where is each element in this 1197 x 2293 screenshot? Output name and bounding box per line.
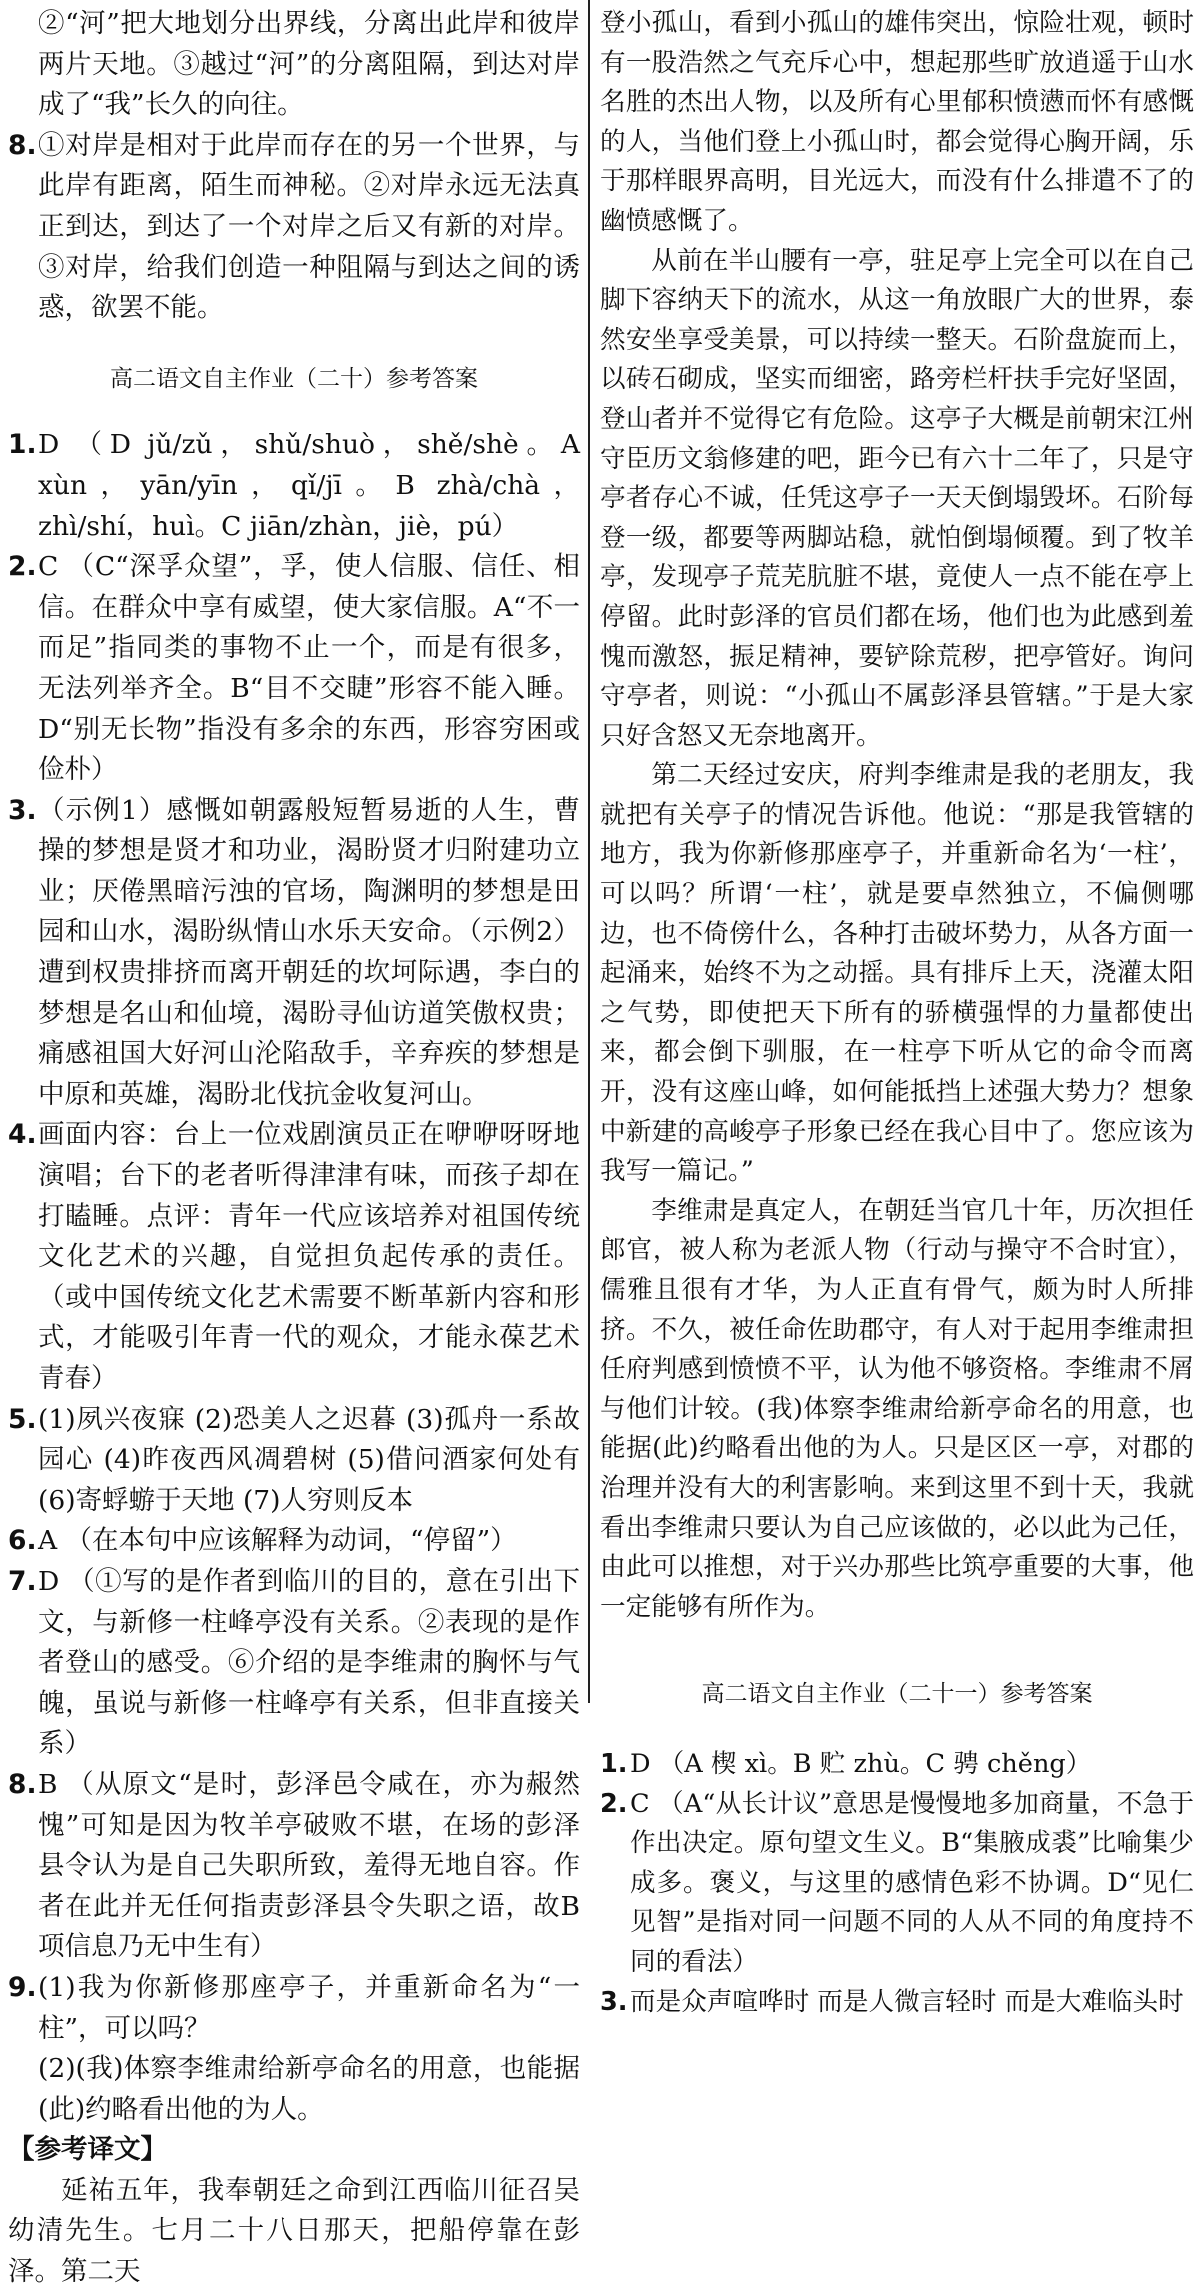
answer-item [8, 425, 580, 547]
left-column [8, 4, 580, 2293]
item-number: 1. [600, 1748, 628, 1779]
translation-paragraph: 登小孤山，看到小孤山的雄伟突出，惊险壮观，顿时有一股浩然之气充斥心中，想起那些旷放逍遥于山水名胜的杰出人物，以及所有心里郁积愤懑而怀有感慨的人，当他们登上小孤山时，都会觉得心胸开阔，乐于那样眼界高明，目光远大，而没有什么排遣不了的幽愤感慨了。 [600, 8, 1194, 236]
continued-answer: ②“河”把大地划分出界线，分离出此岸和彼岸两片天地。③越过“河”的分离阻隔，到达对岸成了“我”长久的向往。 [38, 8, 580, 121]
answer-item [8, 1400, 580, 1522]
item-number: 8. [8, 1768, 37, 1800]
item-text: (1)我为你新修那座亭子，并重新命名为“一柱”，可以吗？ [38, 1971, 580, 2044]
item-number: 6. [8, 1525, 37, 1557]
item-number: 2. [8, 551, 37, 583]
reference-translation-title: 【参考译文】 [8, 2134, 167, 2166]
item-text: (1)夙兴夜寐 (2)恐美人之迟暮 (3)孤舟一系故园心 (4)昨夜西风凋碧树 (5)借问酒家何处有 (6)寄蜉蝣于天地 (7)人穷则反本 [38, 1403, 580, 1516]
translation-paragraph: 李维肃是真定人，在朝廷当官几十年，历次担任郎官，被人称为老派人物（行动与操守不合时宜），儒雅且很有才华，为人正直有骨气，颇为时人所排挤。不久，被任命佐助郡守，有人对于起用李维肃担任府判感到愤愤不平，认为他不够资格。李维肃不屑与他们计较。(我)体察李维肃给新亭命名的用意，也能据(此)约略看出他的为人。只是区区一亭，对郡的治理并没有大的利害影响。来到这里不到十天，我就看出李维肃只要认为自己应该做的，必以此为己任，由此可以推想，对于兴办那些比筑亭重要的大事，他一定能够有所作为。 [600, 1195, 1194, 1622]
answer-item [600, 1983, 1194, 2023]
answer-item-9-part-2: (2)(我)体察李维肃给新亭命名的用意，也能据(此)约略看出他的为人。 [38, 2053, 580, 2125]
reference-translation-paragraph: 延祐五年，我奉朝廷之命到江西临川征召吴幼清先生。七月二十八日那天，把船停靠在彭泽。第二天 [8, 2174, 580, 2288]
item-number: 2. [600, 1788, 628, 1819]
item-text: C （C“深孚众望”，孚，使人信服、信任、相信。在群众中享有威望，使大家信服。A“不一而足”指同类的事物不止一个，而是有很多，无法列举齐全。B“目不交睫”形容不能入睡。D“别无长物”指没有多余的东西，形容穷困或俭朴） [38, 551, 580, 786]
item-number: 4. [8, 1119, 37, 1151]
answer-item-8-previous [8, 126, 580, 329]
answer-item [600, 1745, 1194, 1785]
section-title-21: 高二语文自主作业（二十一）参考答案 [701, 1681, 1093, 1708]
item-text: C （A“从长计议”意思是慢慢地多加商量，不急于作出决定。原句望文生义。B“集腋成裘”比喻集少成多。褒义，与这里的感情色彩不协调。D“见仁见智”是指对同一问题不同的人从不同的角度持不同的看法） [630, 1788, 1194, 1977]
section-title-20: 高二语文自主作业（二十）参考答案 [110, 365, 478, 392]
item-number: 3. [8, 794, 37, 826]
item-text: （示例1）感慨如朝露般短暂易逝的人生，曹操的梦想是贤才和功业，渴盼贤才归附建功立业；厌倦黑暗污浊的官场，陶渊明的梦想是田园和山水，渴盼纵情山水乐天安命。（示例2）遭到权贵排挤而离开朝廷的坎坷际遇，李白的梦想是名山和仙境，渴盼寻仙访道笑傲权贵；痛感祖国大好河山沦陷敌手，辛弃疾的梦想是中原和英雄，渴盼北伐抗金收复河山。 [38, 794, 580, 1110]
item-text: B （从原文“是时，彭泽邑令咸在，亦为赧然愧”可知是因为牧羊亭破败不堪，在场的彭泽县令认为是自己失职所致，羞得无地自容。作者在此并无任何指责彭泽县令失职之语，故B项信息乃无中生有） [38, 1768, 580, 1963]
item-text: D （A 楔 xì。B 贮 zhù。C 骋 chěng） [630, 1748, 1092, 1779]
item-text: A （在本句中应该解释为动词，“停留”） [38, 1525, 517, 1557]
item-text: 画面内容：台上一位戏剧演员正在咿咿呀呀地演唱；台下的老者听得津津有味，而孩子却在打瞌睡。点评：青年一代应该培养对祖国传统文化艺术的兴趣，自觉担负起传承的责任。（或中国传统文化艺术需要不断革新内容和形式，才能吸引年青一代的观众，才能永葆艺术青春） [38, 1119, 580, 1394]
right-column [600, 4, 1194, 2022]
answer-item [8, 1521, 580, 1562]
answer-item [8, 1968, 580, 2049]
translation-paragraph: 从前在半山腰有一亭，驻足亭上完全可以在自己脚下容纳天下的流水，从这一角放眼广大的世界，泰然安坐享受美景，可以持续一整天。石阶盘旋而上，以砖石砌成，坚实而细密，路旁栏杆扶手完好坚固，登山者并不觉得它有危险。这亭子大概是前朝宋江州守臣历文翁修建的吧，距今已有六十二年了，只是守亭者存心不诚，任凭这亭子一天天倒塌毁坏。石阶每登一级，都要等两脚站稳，就怕倒塌倾覆。到了牧羊亭，发现亭子荒芜肮脏不堪，竟使人一点不能在亭上停留。此时彭泽的官员们都在场，他们也为此感到羞愧而激怒，振足精神，要铲除荒秽，把亭管好。询问守亭者，则说：“小孤山不属彭泽县管辖。”于是大家只好含怒又无奈地离开。 [600, 245, 1194, 751]
item-number: 5. [8, 1403, 37, 1435]
answer-item [8, 1765, 580, 1968]
answer-item [8, 1115, 580, 1399]
answer-item [600, 1785, 1194, 1983]
answer-item [8, 791, 580, 1116]
translation-paragraph: 第二天经过安庆，府判李维肃是我的老朋友，我就把有关亭子的情况告诉他。他说：“那是我管辖的地方，我为你新修那座亭子，并重新命名为‘一柱’，可以吗？所谓‘一柱’，就是要卓然独立，不偏侧哪边，也不倚傍什么，各种打击破坏势力，从各方面一起涌来，始终不为之动摇。具有排斥上天，浇灌太阳之气势，即使把天下所有的骄横强悍的力量都使出来，都会倒下驯服，在一柱亭下听从它的命令而离开，没有这座山峰，如何能抵挡上述强大势力？想象中新建的高峻亭子形象已经在我心目中了。您应该为我写一篇记。” [600, 760, 1194, 1187]
item-number: 9. [8, 1971, 37, 2003]
column-divider [588, 0, 590, 1703]
item-number: 1. [8, 429, 37, 461]
item-text: ①对岸是相对于此岸而存在的另一个世界，与此岸有距离，陌生而神秘。②对岸永远无法真正到达，到达了一个对岸之后又有新的对岸。③对岸，给我们创造一种阻隔与到达之间的诱惑，欲罢不能。 [38, 129, 580, 324]
answer-item [8, 1562, 580, 1765]
item-text: D （①写的是作者到临川的目的，意在引出下文，与新修一柱峰亭没有关系。②表现的是作者登山的感受。⑥介绍的是李维肃的胸怀与气魄，虽说与新修一柱峰亭有关系，但非直接关系） [38, 1565, 580, 1760]
item-number: 3. [600, 1986, 628, 2017]
item-text: D （D jǔ/zǔ，shǔ/shuò，shě/shè。A xùn，yān/yīn，qǐ/jī。B zhà/chà，zhì/shí，huì。C jiān/zhàn，jiè，pú） [38, 429, 580, 542]
item-text: 而是众声喧哗时 而是人微言轻时 而是大难临头时 [630, 1986, 1184, 2017]
answer-item [8, 547, 580, 791]
item-number: 7. [8, 1565, 37, 1597]
item-number: 8. [8, 129, 37, 161]
